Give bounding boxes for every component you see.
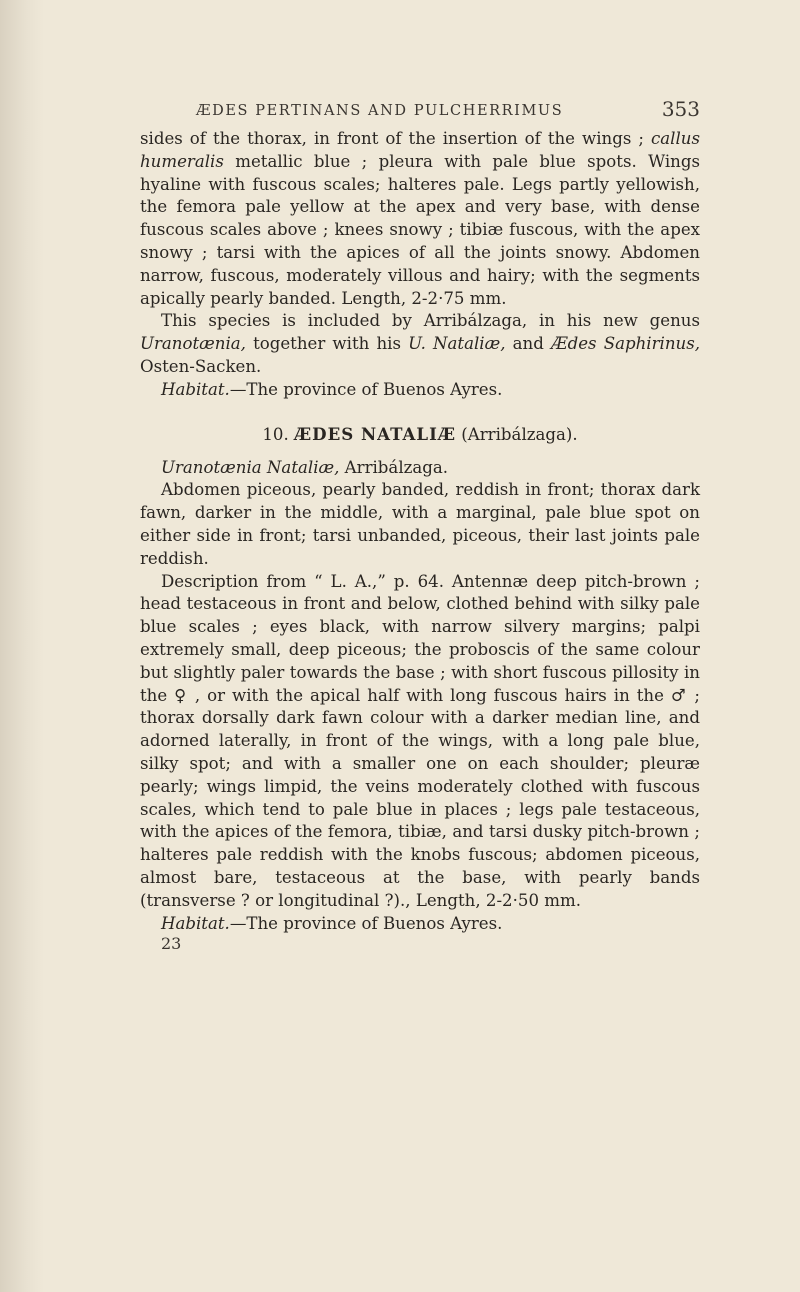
printer-signature: 23 (161, 934, 182, 954)
species-author: (Arribálzaga). (461, 424, 578, 444)
running-title: ÆDES PERTINANS AND PULCHERRIMUS (196, 103, 564, 119)
habitat-label: Habitat. (161, 913, 230, 933)
synonym-name: Uranotænia Nataliæ, (161, 457, 340, 477)
italic-term: Uranotænia, (140, 334, 246, 354)
italic-term: callus humeralis (140, 129, 700, 171)
italic-term: Ædes Saphirinus, (551, 334, 701, 354)
diagnosis-paragraph: Abdomen piceous, pearly banded, reddish in front; thorax dark fawn, darker in the middle, with a marginal, pale blue spot on either side in front; tarsi unbanded, piceous, their last joints pale reddish. (140, 480, 700, 568)
habitat-line: Habitat.—The province of Buenos Ayres. (161, 379, 503, 399)
page-gutter-shadow (0, 0, 44, 1292)
species-number: 10. (262, 424, 289, 444)
page-number: 353 (661, 97, 700, 121)
habitat-line: Habitat.—The province of Buenos Ayres. (161, 913, 503, 933)
species-name: ÆDES NATALIÆ (294, 423, 457, 444)
habitat-label: Habitat. (161, 379, 230, 399)
continued-paragraph: sides of the thorax, in front of the insertion of the wings ; callus humeralis metallic blue ; pleura with pale blue spots. Wings hyaline with fuscous scales; halteres pale. Legs partly yellowish, the femora pale yellow at the apex and very base, with dense fuscous scales above ; knees snowy ; tibiæ fuscous, with the apex snowy ; tarsi with the apices of all the joints snowy. Abdomen narrow, fuscous, moderately villous and hairy; with the segments apically pearly banded. Length, 2-2·75 mm. (140, 129, 700, 308)
page-body (140, 128, 700, 953)
genus-note-paragraph: This species is included by Arribálzaga, in his new genus Uranotænia, together with his U. Nataliæ, and Ædes Saphirinus, Osten-Sacken. (140, 311, 701, 376)
synonym-line: Uranotænia Nataliæ, Arribálzaga. (161, 457, 449, 477)
running-header (140, 97, 700, 129)
species-heading (140, 412, 700, 457)
description-paragraph: Description from “ L. A.,” p. 64. Antennæ deep pitch-brown ; head testaceous in front and below, clothed behind with silky pale blue scales ; eyes black, with narrow silvery margins; palpi extremely small, deep piceous; the proboscis of the same colour but slightly paler towards the base ; with short fuscous pillosity in the ♀ , or with the apical half with long fuscous hairs in the ♂ ; thorax dorsally dark fawn colour with a darker median line, and adorned laterally, in front of the wings, with a long pale blue, silky spot; and with a smaller one on each shoulder; pleuræ pearly; wings limpid, the veins moderately clothed with fuscous scales, which tend to pale blue in places ; legs pale testaceous, with the apices of the femora, tibiæ, and tarsi dusky pitch-brown ; halteres pale reddish with the knobs fuscous; abdomen piceous, almost bare, testaceous at the base, with pearly bands (transverse ? or longitudinal ?)., Length, 2-2·50 mm. (140, 571, 700, 910)
italic-term: U. Nataliæ, (408, 334, 506, 354)
